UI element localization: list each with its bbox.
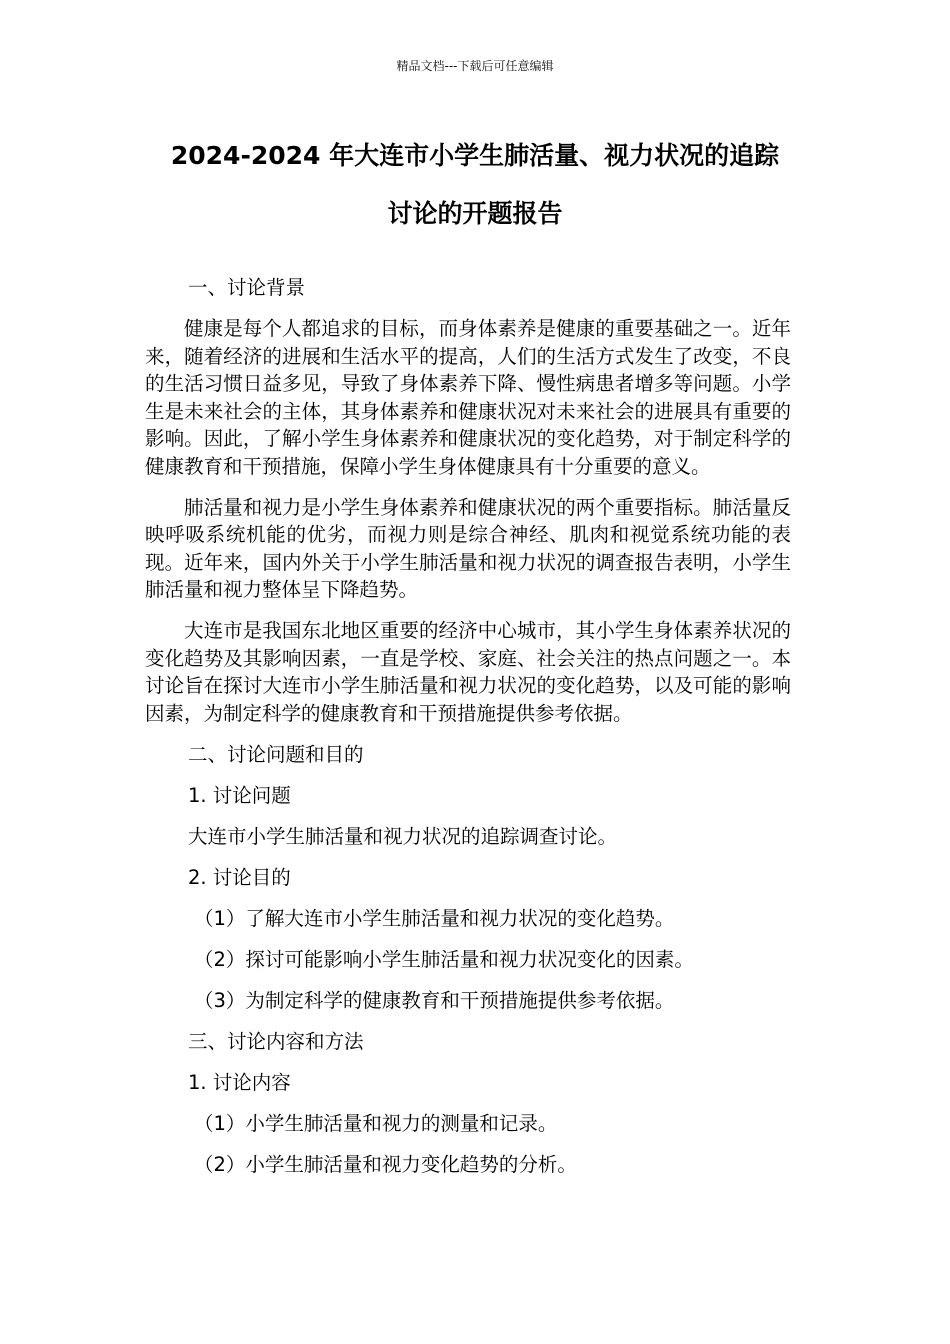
page-header-note: 精品文档---下载后可任意编辑 bbox=[396, 59, 554, 73]
purpose-item-3: （3）为制定科学的健康教育和干预措施提供参考依据。 bbox=[194, 988, 675, 1012]
content-item-1: （1）小学生肺活量和视力的测量和记录。 bbox=[194, 1111, 558, 1135]
paragraph-dalian-research-aim: 大连市是我国东北地区重要的经济中心城市，其小学生身体素养状况的变化趋势及其影响因素，一直是学校、家庭、社会关注的热点问题之一。本讨论旨在探讨大连市小学生肺活量和视力状况的变化趋势，以及可能的影响因素，为制定科学的健康教育和干预措施提供参考依据。 bbox=[145, 619, 791, 725]
document-title-line-2: 讨论的开题报告 bbox=[387, 199, 563, 228]
paragraph-health-importance: 健康是每个人都追求的目标，而身体素养是健康的重要基础之一。近年来，随着经济的进展和生活水平的提高，人们的生活方式发生了改变，不良的生活习惯日益多见，导致了身体素养下降、慢性病患者增多等问题。小学生是未来社会的主体，其身体素养和健康状况对未来社会的进展具有重要的影响。因此，了解小学生身体素养和健康状况的变化趋势，对于制定科学的健康教育和干预措施，保障小学生身体健康具有十分重要的意义。 bbox=[145, 317, 791, 478]
purpose-item-2: （2）探讨可能影响小学生肺活量和视力状况变化的因素。 bbox=[194, 947, 694, 971]
section-heading-content-methods: 三、讨论内容和方法 bbox=[188, 1029, 364, 1053]
purpose-item-1: （1）了解大连市小学生肺活量和视力状况的变化趋势。 bbox=[194, 906, 675, 930]
section-heading-questions-purpose: 二、讨论问题和目的 bbox=[188, 742, 364, 766]
content-item-2: （2）小学生肺活量和视力变化趋势的分析。 bbox=[194, 1152, 577, 1176]
section-heading-background: 一、讨论背景 bbox=[188, 276, 306, 299]
research-question-text: 大连市小学生肺活量和视力状况的追踪调查讨论。 bbox=[188, 824, 618, 848]
document-title-line-1: 2024-2024 年大连市小学生肺活量、视力状况的追踪 bbox=[170, 141, 780, 170]
document-body bbox=[145, 274, 791, 1192]
subheading-research-purpose: 2. 讨论目的 bbox=[188, 865, 291, 889]
subheading-research-question: 1. 讨论问题 bbox=[188, 783, 291, 807]
subheading-research-content: 1. 讨论内容 bbox=[188, 1070, 291, 1094]
paragraph-lung-vision-indicators: 肺活量和视力是小学生身体素养和健康状况的两个重要指标。肺活量反映呼吸系统机能的优劣，而视力则是综合神经、肌肉和视觉系统功能的表现。近年来，国内外关于小学生肺活量和视力状况的调查报告表明，小学生肺活量和视力整体呈下降趋势。 bbox=[145, 495, 791, 601]
